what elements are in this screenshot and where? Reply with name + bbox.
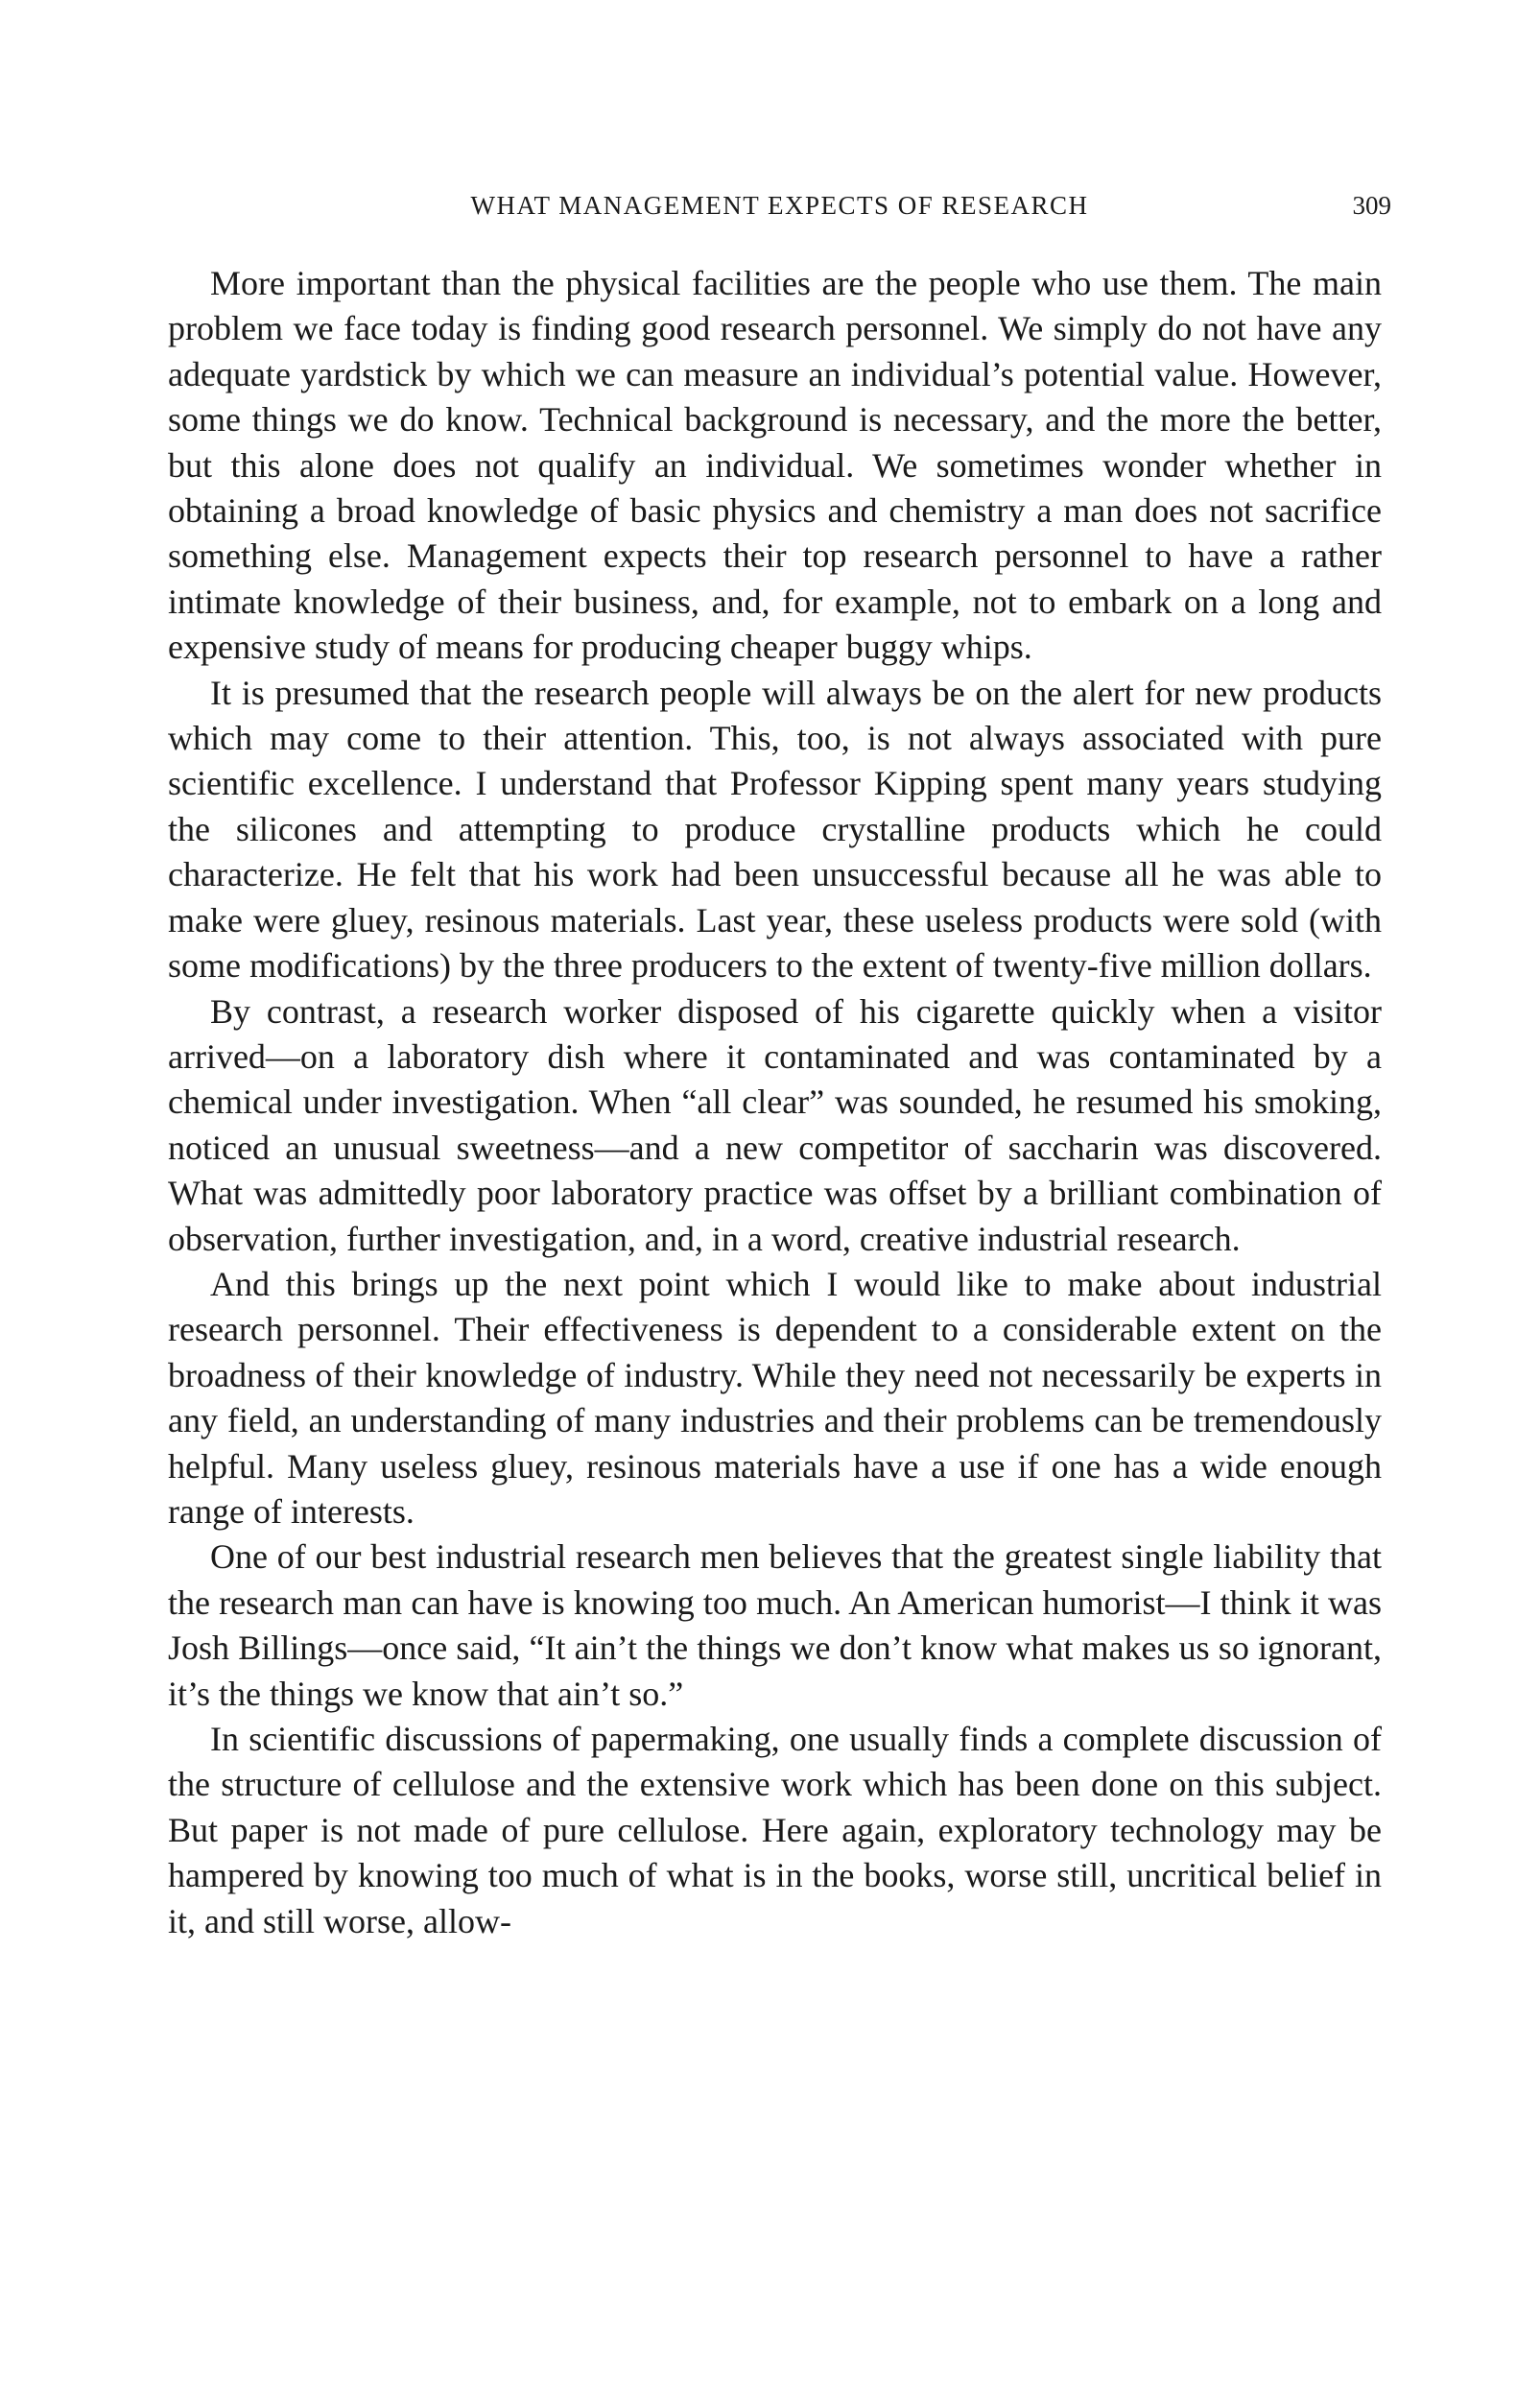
paragraph: In scientific discussions of papermaking, one usually finds a complete discussion of the structure of cellulose and the extensive work which has been done on this subject. But paper is not made of pure cellulose. Here again, exploratory technology may be hampered by knowing too much of what is in the books, worse still, uncritical belief in it, and still worse, allow-: [168, 1720, 1382, 1940]
body-text: [168, 261, 1382, 1944]
running-head: [168, 184, 1391, 226]
paragraph: By contrast, a research worker disposed of his cigarette quickly when a visitor arrived—on a laboratory dish where it contaminated and was contaminated by a chemical under investigation. When “all clear” was sounded, he resumed his smoking, noticed an unusual sweetness—and a new competitor of saccharin was discovered. What was admittedly poor laboratory practice was offset by a brilliant combination of observation, further investigation, and, in a word, creative industrial research.: [168, 991, 1382, 1258]
paragraph: One of our best industrial research men believes that the greatest single liability that the research man can have is knowing too much. An American humorist—I think it was Josh Billings—once said, “It ain’t the things we don’t know what makes us so ignorant, it’s the things we know that ain’t so.”: [168, 1537, 1382, 1713]
paragraph: And this brings up the next point which I would like to make about industrial research personnel. Their effectiveness is dependent to a considerable extent on the broadness of their knowledge of industry. While they need not necessarily be experts in any field, an understanding of many industries and their problems can be tremendously helpful. Many useless gluey, resinous materials have a use if one has a wide enough range of interests.: [168, 1264, 1382, 1531]
paragraph: More important than the physical facilities are the people who use them. The main problem we face today is finding good research personnel. We simply do not have any adequate yardstick by which we can measure an individual’s potential value. However, some things we do know. Technical background is necessary, and the more the better, but this alone does not qualify an individual. We sometimes wonder whether in obtaining a broad knowledge of basic physics and chemistry a man does not sacrifice something else. Management expects their top research personnel to have a rather intimate knowledge of their business, and, for example, not to embark on a long and expensive study of means for producing cheaper buggy whips.: [168, 264, 1382, 667]
page-number: 309: [1352, 191, 1391, 220]
paragraph: It is presumed that the research people will always be on the alert for new products which may come to their attention. This, too, is not always associated with pure scientific excellence. I understand that Professor Kipping spent many years studying the silicones and attempting to produce crystalline products which he could characterize. He felt that his work had been unsuccessful because all he was able to make were gluey, resinous materials. Last year, these useless products were sold (with some modifications) by the three producers to the extent of twenty-five million dollars.: [168, 673, 1382, 986]
running-title: WHAT MANAGEMENT EXPECTS OF RESEARCH: [470, 191, 1089, 220]
